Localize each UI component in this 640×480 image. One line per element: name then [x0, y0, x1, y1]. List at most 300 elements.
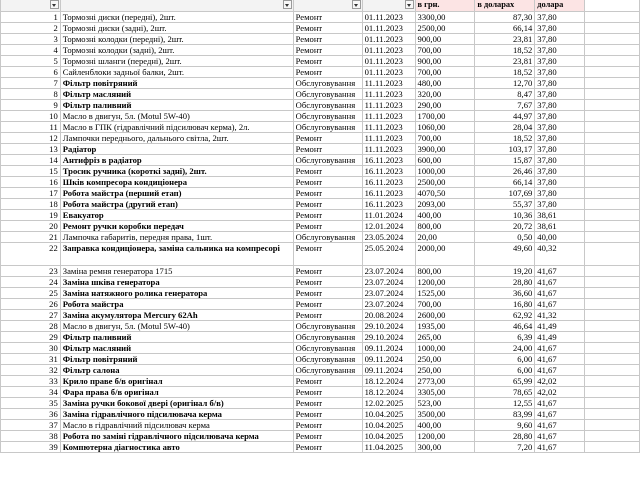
table-row[interactable] — [1, 78, 640, 89]
cell-type[interactable]: Ремонт — [293, 387, 362, 398]
cell-number[interactable]: 5 — [1, 56, 61, 67]
cell-type[interactable]: Ремонт — [293, 288, 362, 299]
cell-name[interactable]: Лампочки переднього, дальнього світла, 2шт. — [60, 133, 293, 144]
cell-type[interactable]: Ремонт — [293, 199, 362, 210]
cell-type[interactable]: Обслуговування — [293, 321, 362, 332]
cell-type[interactable]: Обслуговування — [293, 89, 362, 100]
cell-usd[interactable]: 9,60 — [475, 420, 535, 431]
cell-number[interactable]: 23 — [1, 266, 61, 277]
cell-name[interactable]: Крило праве б/в оригінал — [60, 376, 293, 387]
cell-name[interactable]: Заміна шківа генератора — [60, 277, 293, 288]
cell-name[interactable]: Фара права б/в оригінал — [60, 387, 293, 398]
table-row[interactable] — [1, 166, 640, 177]
cell-type[interactable]: Обслуговування — [293, 122, 362, 133]
cell-name[interactable]: Сайленблоки задньої балки, 2шт. — [60, 67, 293, 78]
cell-usd[interactable]: 19,20 — [475, 266, 535, 277]
cell-name[interactable]: Масло в ГПК (гідравлічний підсилювач керма), 2л. — [60, 122, 293, 133]
cell-empty[interactable] — [585, 199, 640, 210]
cell-name[interactable]: Масло в двигун, 5л. (Motul 5W-40) — [60, 321, 293, 332]
cell-usd[interactable]: 8,47 — [475, 89, 535, 100]
cell-date[interactable]: 11.11.2023 — [362, 122, 415, 133]
table-row[interactable] — [1, 34, 640, 45]
cell-rate[interactable]: 41,67 — [535, 420, 585, 431]
table-row[interactable] — [1, 387, 640, 398]
cell-rate[interactable]: 41,49 — [535, 321, 585, 332]
cell-number[interactable]: 7 — [1, 78, 61, 89]
cell-date[interactable]: 16.11.2023 — [362, 177, 415, 188]
header-rate[interactable]: долара — [535, 0, 585, 12]
cell-number[interactable]: 32 — [1, 365, 61, 376]
cell-name[interactable]: Компютерна діагностика авто — [60, 442, 293, 453]
cell-rate[interactable]: 41,67 — [535, 431, 585, 442]
cell-usd[interactable]: 66,14 — [475, 23, 535, 34]
cell-empty[interactable] — [585, 288, 640, 299]
filter-cell-name[interactable] — [60, 0, 293, 12]
cell-type[interactable]: Ремонт — [293, 144, 362, 155]
cell-empty[interactable] — [585, 232, 640, 243]
cell-usd[interactable]: 103,17 — [475, 144, 535, 155]
cell-number[interactable]: 4 — [1, 45, 61, 56]
cell-rate[interactable]: 37,80 — [535, 56, 585, 67]
cell-empty[interactable] — [585, 56, 640, 67]
cell-type[interactable]: Обслуговування — [293, 111, 362, 122]
cell-empty[interactable] — [585, 321, 640, 332]
cell-date[interactable]: 29.10.2024 — [362, 321, 415, 332]
cell-name[interactable]: Тормозні шланги (передні), 2шт. — [60, 56, 293, 67]
cell-empty[interactable] — [585, 67, 640, 78]
cell-usd[interactable]: 62,92 — [475, 310, 535, 321]
cell-empty[interactable] — [585, 409, 640, 420]
cell-date[interactable]: 25.05.2024 — [362, 243, 415, 266]
cell-number[interactable]: 31 — [1, 354, 61, 365]
cell-date[interactable]: 11.11.2023 — [362, 111, 415, 122]
cell-uah[interactable]: 1060,00 — [415, 122, 475, 133]
table-row[interactable] — [1, 266, 640, 277]
cell-empty[interactable] — [585, 34, 640, 45]
cell-uah[interactable]: 900,00 — [415, 34, 475, 45]
table-row[interactable] — [1, 232, 640, 243]
cell-rate[interactable]: 38,61 — [535, 221, 585, 232]
cell-name[interactable]: Заміна ремня генератора 1715 — [60, 266, 293, 277]
cell-usd[interactable]: 44,97 — [475, 111, 535, 122]
cell-name[interactable]: Лампочка габаритів, передня права, 1шт. — [60, 232, 293, 243]
cell-number[interactable]: 19 — [1, 210, 61, 221]
cell-usd[interactable]: 6,00 — [475, 365, 535, 376]
cell-name[interactable]: Заміна ручки бокової двері (оригінал б/в) — [60, 398, 293, 409]
cell-empty[interactable] — [585, 78, 640, 89]
cell-type[interactable]: Ремонт — [293, 166, 362, 177]
cell-number[interactable]: 2 — [1, 23, 61, 34]
cell-type[interactable]: Обслуговування — [293, 232, 362, 243]
cell-name[interactable]: Заміна акумулятора Mercury 62Ah — [60, 310, 293, 321]
cell-type[interactable]: Ремонт — [293, 299, 362, 310]
cell-date[interactable]: 23.07.2024 — [362, 277, 415, 288]
cell-uah[interactable]: 2773,00 — [415, 376, 475, 387]
cell-usd[interactable]: 49,60 — [475, 243, 535, 266]
table-row[interactable] — [1, 409, 640, 420]
cell-rate[interactable]: 37,80 — [535, 166, 585, 177]
cell-uah[interactable]: 250,00 — [415, 365, 475, 376]
cell-usd[interactable]: 46,64 — [475, 321, 535, 332]
cell-number[interactable]: 18 — [1, 199, 61, 210]
cell-date[interactable]: 09.11.2024 — [362, 365, 415, 376]
cell-usd[interactable]: 107,69 — [475, 188, 535, 199]
cell-usd[interactable]: 18,52 — [475, 133, 535, 144]
cell-usd[interactable]: 28,80 — [475, 277, 535, 288]
cell-type[interactable]: Ремонт — [293, 431, 362, 442]
table-row[interactable] — [1, 100, 640, 111]
cell-number[interactable]: 36 — [1, 409, 61, 420]
cell-empty[interactable] — [585, 387, 640, 398]
cell-rate[interactable]: 37,80 — [535, 45, 585, 56]
cell-usd[interactable]: 28,80 — [475, 431, 535, 442]
cell-uah[interactable]: 700,00 — [415, 133, 475, 144]
cell-empty[interactable] — [585, 442, 640, 453]
cell-empty[interactable] — [585, 45, 640, 56]
cell-date[interactable]: 09.11.2024 — [362, 354, 415, 365]
cell-rate[interactable]: 37,80 — [535, 23, 585, 34]
cell-empty[interactable] — [585, 221, 640, 232]
table-row[interactable] — [1, 12, 640, 23]
cell-date[interactable]: 01.11.2023 — [362, 23, 415, 34]
cell-rate[interactable]: 38,61 — [535, 210, 585, 221]
cell-rate[interactable]: 37,80 — [535, 12, 585, 23]
cell-date[interactable]: 11.11.2023 — [362, 100, 415, 111]
cell-number[interactable]: 15 — [1, 166, 61, 177]
cell-date[interactable]: 12.01.2024 — [362, 221, 415, 232]
cell-type[interactable]: Ремонт — [293, 45, 362, 56]
cell-name[interactable]: Фільтр салона — [60, 365, 293, 376]
cell-number[interactable]: 35 — [1, 398, 61, 409]
cell-type[interactable]: Ремонт — [293, 310, 362, 321]
cell-usd[interactable]: 65,99 — [475, 376, 535, 387]
cell-date[interactable]: 20.08.2024 — [362, 310, 415, 321]
cell-uah[interactable]: 2093,00 — [415, 199, 475, 210]
cell-uah[interactable]: 3305,00 — [415, 387, 475, 398]
cell-type[interactable]: Обслуговування — [293, 332, 362, 343]
cell-date[interactable]: 23.07.2024 — [362, 299, 415, 310]
cell-empty[interactable] — [585, 398, 640, 409]
filter-cell-number[interactable] — [1, 0, 61, 12]
cell-number[interactable]: 10 — [1, 111, 61, 122]
cell-usd[interactable]: 12,55 — [475, 398, 535, 409]
cell-empty[interactable] — [585, 376, 640, 387]
cell-number[interactable]: 13 — [1, 144, 61, 155]
table-row[interactable] — [1, 67, 640, 78]
cell-date[interactable]: 11.11.2023 — [362, 78, 415, 89]
cell-empty[interactable] — [585, 365, 640, 376]
cell-usd[interactable]: 0,50 — [475, 232, 535, 243]
cell-uah[interactable]: 700,00 — [415, 45, 475, 56]
cell-empty[interactable] — [585, 243, 640, 266]
cell-usd[interactable]: 6,39 — [475, 332, 535, 343]
table-row[interactable] — [1, 332, 640, 343]
cell-uah[interactable]: 800,00 — [415, 266, 475, 277]
cell-uah[interactable]: 900,00 — [415, 56, 475, 67]
cell-usd[interactable]: 10,36 — [475, 210, 535, 221]
cell-empty[interactable] — [585, 100, 640, 111]
table-row[interactable] — [1, 188, 640, 199]
cell-name[interactable]: Шків компресора кондиціонера — [60, 177, 293, 188]
cell-number[interactable]: 1 — [1, 12, 61, 23]
cell-uah[interactable]: 2500,00 — [415, 177, 475, 188]
cell-type[interactable]: Обслуговування — [293, 100, 362, 111]
cell-name[interactable]: Робота майстра (другий етап) — [60, 199, 293, 210]
table-row[interactable] — [1, 155, 640, 166]
cell-rate[interactable]: 37,80 — [535, 100, 585, 111]
cell-empty[interactable] — [585, 89, 640, 100]
cell-rate[interactable]: 41,49 — [535, 332, 585, 343]
cell-rate[interactable]: 41,67 — [535, 398, 585, 409]
cell-name[interactable]: Тросик ручника (короткі задні), 2шт. — [60, 166, 293, 177]
cell-name[interactable]: Тормозні колодки (передні), 2шт. — [60, 34, 293, 45]
table-row[interactable] — [1, 343, 640, 354]
cell-number[interactable]: 17 — [1, 188, 61, 199]
table-row[interactable] — [1, 89, 640, 100]
cell-name[interactable]: Тормозні диски (задні), 2шт. — [60, 23, 293, 34]
cell-rate[interactable]: 41,32 — [535, 310, 585, 321]
cell-empty[interactable] — [585, 299, 640, 310]
cell-uah[interactable]: 3500,00 — [415, 409, 475, 420]
cell-type[interactable]: Ремонт — [293, 34, 362, 45]
filter-dropdown-icon[interactable] — [352, 0, 361, 9]
cell-uah[interactable]: 2500,00 — [415, 23, 475, 34]
table-row[interactable] — [1, 299, 640, 310]
table-row[interactable] — [1, 277, 640, 288]
cell-usd[interactable]: 26,46 — [475, 166, 535, 177]
table-row[interactable] — [1, 431, 640, 442]
cell-uah[interactable]: 4070,50 — [415, 188, 475, 199]
cell-usd[interactable]: 83,99 — [475, 409, 535, 420]
cell-type[interactable]: Ремонт — [293, 398, 362, 409]
table-row[interactable] — [1, 56, 640, 67]
table-row[interactable] — [1, 177, 640, 188]
cell-number[interactable]: 27 — [1, 310, 61, 321]
cell-empty[interactable] — [585, 122, 640, 133]
cell-empty[interactable] — [585, 144, 640, 155]
cell-uah[interactable]: 1200,00 — [415, 431, 475, 442]
cell-uah[interactable]: 20,00 — [415, 232, 475, 243]
cell-type[interactable]: Ремонт — [293, 177, 362, 188]
cell-date[interactable]: 11.01.2024 — [362, 210, 415, 221]
cell-rate[interactable]: 42,02 — [535, 376, 585, 387]
cell-rate[interactable]: 37,80 — [535, 133, 585, 144]
cell-name[interactable]: Фільтр масляний — [60, 89, 293, 100]
header-empty[interactable] — [585, 0, 640, 12]
table-row[interactable] — [1, 133, 640, 144]
cell-name[interactable]: Заміна гідравлічного підсилювача керма — [60, 409, 293, 420]
header-uah[interactable]: в грн. — [415, 0, 475, 12]
cell-name[interactable]: Фільтр паливний — [60, 100, 293, 111]
cell-rate[interactable]: 37,80 — [535, 34, 585, 45]
cell-usd[interactable]: 20,72 — [475, 221, 535, 232]
cell-uah[interactable]: 700,00 — [415, 67, 475, 78]
cell-name[interactable]: Евакуатор — [60, 210, 293, 221]
cell-number[interactable]: 26 — [1, 299, 61, 310]
header-usd[interactable]: в доларах — [475, 0, 535, 12]
cell-usd[interactable]: 16,80 — [475, 299, 535, 310]
filter-cell-date[interactable] — [362, 0, 415, 12]
cell-rate[interactable]: 41,67 — [535, 409, 585, 420]
cell-uah[interactable]: 523,00 — [415, 398, 475, 409]
cell-rate[interactable]: 37,80 — [535, 122, 585, 133]
cell-rate[interactable]: 41,67 — [535, 277, 585, 288]
table-row[interactable] — [1, 310, 640, 321]
cell-date[interactable]: 01.11.2023 — [362, 34, 415, 45]
cell-uah[interactable]: 1000,00 — [415, 343, 475, 354]
cell-number[interactable]: 12 — [1, 133, 61, 144]
cell-empty[interactable] — [585, 310, 640, 321]
cell-date[interactable]: 01.11.2023 — [362, 45, 415, 56]
cell-type[interactable]: Ремонт — [293, 243, 362, 266]
table-row[interactable] — [1, 243, 640, 266]
table-row[interactable] — [1, 365, 640, 376]
cell-empty[interactable] — [585, 166, 640, 177]
cell-date[interactable]: 23.05.2024 — [362, 232, 415, 243]
cell-number[interactable]: 20 — [1, 221, 61, 232]
cell-name[interactable]: Масло в двигун, 5л. (Motul 5W-40) — [60, 111, 293, 122]
cell-rate[interactable]: 40,00 — [535, 232, 585, 243]
cell-empty[interactable] — [585, 277, 640, 288]
cell-number[interactable]: 11 — [1, 122, 61, 133]
cell-date[interactable]: 01.11.2023 — [362, 67, 415, 78]
cell-name[interactable]: Тормозні диски (передні), 2шт. — [60, 12, 293, 23]
cell-type[interactable]: Ремонт — [293, 133, 362, 144]
cell-name[interactable]: Антифріз в радіатор — [60, 155, 293, 166]
cell-number[interactable]: 9 — [1, 100, 61, 111]
cell-name[interactable]: Фільтр масляний — [60, 343, 293, 354]
cell-type[interactable]: Ремонт — [293, 277, 362, 288]
cell-uah[interactable]: 250,00 — [415, 354, 475, 365]
cell-usd[interactable]: 7,67 — [475, 100, 535, 111]
cell-type[interactable]: Ремонт — [293, 420, 362, 431]
cell-date[interactable]: 16.11.2023 — [362, 188, 415, 199]
cell-empty[interactable] — [585, 12, 640, 23]
cell-empty[interactable] — [585, 111, 640, 122]
cell-date[interactable]: 01.11.2023 — [362, 56, 415, 67]
filter-cell-type[interactable] — [293, 0, 362, 12]
cell-date[interactable]: 11.04.2025 — [362, 442, 415, 453]
cell-type[interactable]: Ремонт — [293, 23, 362, 34]
cell-date[interactable]: 16.11.2023 — [362, 199, 415, 210]
cell-rate[interactable]: 37,80 — [535, 67, 585, 78]
table-row[interactable] — [1, 398, 640, 409]
cell-uah[interactable]: 320,00 — [415, 89, 475, 100]
cell-rate[interactable]: 40,32 — [535, 243, 585, 266]
cell-type[interactable]: Ремонт — [293, 376, 362, 387]
cell-uah[interactable]: 800,00 — [415, 221, 475, 232]
cell-rate[interactable]: 37,80 — [535, 89, 585, 100]
cell-usd[interactable]: 6,00 — [475, 354, 535, 365]
table-row[interactable] — [1, 210, 640, 221]
cell-uah[interactable]: 265,00 — [415, 332, 475, 343]
cell-usd[interactable]: 7,20 — [475, 442, 535, 453]
cell-number[interactable]: 21 — [1, 232, 61, 243]
cell-empty[interactable] — [585, 188, 640, 199]
cell-usd[interactable]: 28,04 — [475, 122, 535, 133]
cell-date[interactable]: 12.02.2025 — [362, 398, 415, 409]
cell-name[interactable]: Фільтр паливний — [60, 332, 293, 343]
cell-date[interactable]: 16.11.2023 — [362, 155, 415, 166]
cell-date[interactable]: 29.10.2024 — [362, 332, 415, 343]
cell-number[interactable]: 33 — [1, 376, 61, 387]
cell-uah[interactable]: 600,00 — [415, 155, 475, 166]
cell-uah[interactable]: 480,00 — [415, 78, 475, 89]
cell-name[interactable]: Заміна натяжного ролика генератора — [60, 288, 293, 299]
cell-uah[interactable]: 1200,00 — [415, 277, 475, 288]
cell-number[interactable]: 39 — [1, 442, 61, 453]
cell-uah[interactable]: 1000,00 — [415, 166, 475, 177]
cell-type[interactable]: Обслуговування — [293, 155, 362, 166]
cell-uah[interactable]: 3900,00 — [415, 144, 475, 155]
cell-empty[interactable] — [585, 177, 640, 188]
cell-type[interactable]: Обслуговування — [293, 354, 362, 365]
cell-empty[interactable] — [585, 431, 640, 442]
cell-date[interactable]: 23.07.2024 — [362, 288, 415, 299]
cell-uah[interactable]: 400,00 — [415, 210, 475, 221]
filter-dropdown-icon[interactable] — [405, 0, 414, 9]
table-row[interactable] — [1, 442, 640, 453]
cell-empty[interactable] — [585, 332, 640, 343]
cell-number[interactable]: 16 — [1, 177, 61, 188]
cell-name[interactable]: Заправка кондиціонера, заміна сальника на компресорі — [60, 243, 293, 266]
cell-type[interactable]: Ремонт — [293, 409, 362, 420]
cell-usd[interactable]: 18,52 — [475, 45, 535, 56]
cell-empty[interactable] — [585, 266, 640, 277]
cell-number[interactable]: 37 — [1, 420, 61, 431]
cell-rate[interactable]: 41,67 — [535, 266, 585, 277]
cell-empty[interactable] — [585, 420, 640, 431]
cell-usd[interactable]: 87,30 — [475, 12, 535, 23]
cell-date[interactable]: 01.11.2023 — [362, 12, 415, 23]
cell-name[interactable]: Робота майстра — [60, 299, 293, 310]
cell-type[interactable]: Ремонт — [293, 56, 362, 67]
cell-rate[interactable]: 41,67 — [535, 354, 585, 365]
cell-usd[interactable]: 24,00 — [475, 343, 535, 354]
cell-uah[interactable]: 2000,00 — [415, 243, 475, 266]
cell-uah[interactable]: 400,00 — [415, 420, 475, 431]
table-row[interactable] — [1, 221, 640, 232]
cell-usd[interactable]: 23,81 — [475, 56, 535, 67]
cell-type[interactable]: Ремонт — [293, 221, 362, 232]
cell-rate[interactable]: 37,80 — [535, 155, 585, 166]
cell-date[interactable]: 18.12.2024 — [362, 387, 415, 398]
cell-type[interactable]: Обслуговування — [293, 365, 362, 376]
cell-usd[interactable]: 66,14 — [475, 177, 535, 188]
cell-type[interactable]: Ремонт — [293, 12, 362, 23]
table-row[interactable] — [1, 23, 640, 34]
cell-rate[interactable]: 41,67 — [535, 365, 585, 376]
cell-rate[interactable]: 37,80 — [535, 78, 585, 89]
cell-rate[interactable]: 41,67 — [535, 299, 585, 310]
cell-rate[interactable]: 37,80 — [535, 177, 585, 188]
cell-type[interactable]: Ремонт — [293, 266, 362, 277]
cell-number[interactable]: 30 — [1, 343, 61, 354]
cell-number[interactable]: 25 — [1, 288, 61, 299]
table-row[interactable] — [1, 321, 640, 332]
table-row[interactable] — [1, 420, 640, 431]
cell-date[interactable]: 18.12.2024 — [362, 376, 415, 387]
table-row[interactable] — [1, 288, 640, 299]
cell-usd[interactable]: 12,70 — [475, 78, 535, 89]
cell-type[interactable]: Ремонт — [293, 67, 362, 78]
cell-date[interactable]: 10.04.2025 — [362, 420, 415, 431]
cell-type[interactable]: Обслуговування — [293, 78, 362, 89]
cell-number[interactable]: 38 — [1, 431, 61, 442]
cell-uah[interactable]: 1525,00 — [415, 288, 475, 299]
cell-name[interactable]: Ремонт ручки коробки передач — [60, 221, 293, 232]
cell-type[interactable]: Ремонт — [293, 210, 362, 221]
